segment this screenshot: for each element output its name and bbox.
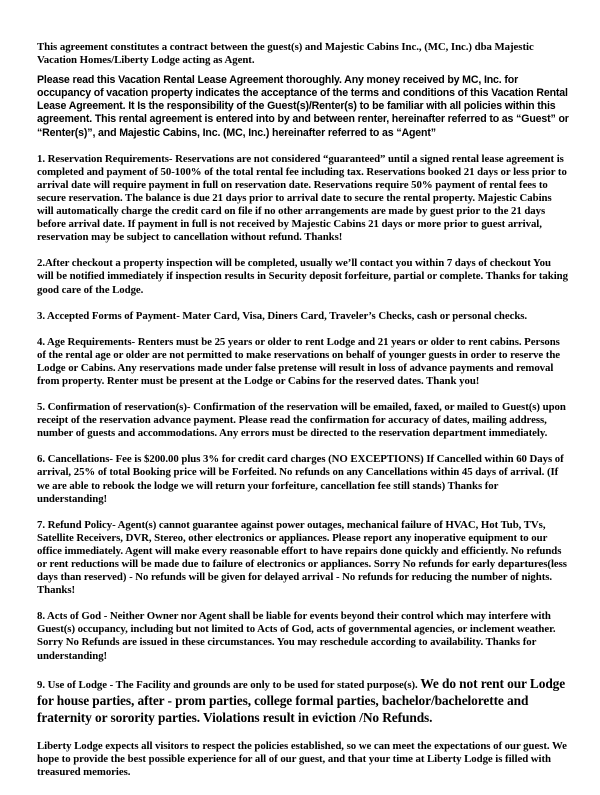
clause-use-of-lodge xyxy=(37,676,570,728)
clause-acts-of-god: 8. Acts of God - Neither Owner nor Agent shall be liable for events beyond their control which may interfere with Guest(s) occupancy, including but not limited to Acts of God, acts of governmental agencies, or inclement weather. Sorry No Refunds are issued in these circumstances. You may reschedule according to availability. Thanks for understanding! xyxy=(37,610,556,662)
preamble-paragraph: Please read this Vacation Rental Lease Agreement thoroughly. Any money received by MC, Inc. for occupancy of vacation property indicates the acceptance of the terms and conditions of this Vacation Rental Lease Agreement. It Is the responsibility of the Guest(s)/Renter(s) to be familiar with all policies within this agreement. This rental agreement is entered into by and between renter, hereinafter referred to as “Guest” or “Renter(s)”, and Majestic Cabins, Inc. (MC, Inc.) hereinafter referred to as “Agent” xyxy=(37,74,569,139)
clause-cancellations: 6. Cancellations- Fee is $200.00 plus 3% for credit card charges (NO EXCEPTIONS) If Cancelled within 60 Days of arrival, 25% of total Booking price will be Forfeited. No refunds on any Cancellations within 45 days of arrival. (If we are able to rebook the lodge we will return your forfeiture, cancellation fee still stands) Thanks for understanding! xyxy=(37,453,564,505)
use-of-lodge-emphasis: We do not rent our Lodge for house parties, after - prom parties, college formal parties, bachelor/bachelorette and fraternity or sorority parties. Violations result in eviction /No Refunds. xyxy=(37,675,566,726)
clause-reservation-requirements: 1. Reservation Requirements- Reservations are not considered “guaranteed” until a signed rental lease agreement is completed and payment of 50-100% of the total rental fee including tax. Reservations booked 21 days or less prior to arrival date will require payment in full on reservation date. Reservations require 50% payment of rental fees to secure reservation. The balance is due 21 days prior to arrival date to secure the rental property. Majestic Cabins will automatically charge the credit card on file if no other arrangements are made by guest prior to the 21 days before arrival date. If payment in full is not received by Majestic Cabins 21 days or more prior to guest arrival, reservation may be subject to cancellation without refund. Thanks! xyxy=(37,152,567,244)
clause-age-requirements: 4. Age Requirements- Renters must be 25 years or older to rent Lodge and 21 years or older to rent cabins. Persons of the rental age or older are not permitted to make reservations on behalf of younger guests in order to reserve the Lodge or Cabins. Any reservations made under false pretense will result in loss of advance payments and removal from property. Renter must be present at the Lodge or Cabins for the reserved dates. Thank you! xyxy=(37,335,561,387)
intro-paragraph: This agreement constitutes a contract between the guest(s) and Majestic Cabins Inc., (MC, Inc.) dba Majestic Vacation Homes/Liberty Lodge acting as Agent. xyxy=(37,41,534,67)
clause-payment-forms: 3. Accepted Forms of Payment- Mater Card, Visa, Diners Card, Traveler’s Checks, cash or personal checks. xyxy=(37,309,528,322)
rental-agreement-document xyxy=(37,41,570,779)
clause-checkout-inspection: 2.After checkout a property inspection will be completed, usually we’ll contact you within 7 days of checkout You will be notified immediately if inspection results in Security deposit forfeiture, partial or complete. Thanks for taking good care of the Lodge. xyxy=(37,257,568,296)
clause-refund-policy: 7. Refund Policy- Agent(s) cannot guarantee against power outages, mechanical failure of HVAC, Hot Tub, TVs, Satellite Receivers, DVR, Stereo, other electronics or appliances. Please report any inoperative equipment to our office immediately. Agent will make every reasonable effort to have repairs done quickly and efficiently. No refunds or rent reductions will be made due to failure of electronics or appliances. Sorry No refunds for early departures(less days than reserved) - No refunds will be given for delayed arrival - No refunds for reducing the number of nights. Thanks! xyxy=(37,518,567,597)
closing-paragraph: Liberty Lodge expects all visitors to respect the policies established, so we can meet the expectations of our guest. We hope to provide the best possible experience for all of our guest, and that your time at Liberty Lodge is filled with treasured memories. xyxy=(37,739,567,779)
clause-confirmation: 5. Confirmation of reservation(s)- Confirmation of the reservation will be emailed, faxed, or mailed to Guest(s) upon receipt of the reservation advance payment. Please read the confirmation for accuracy of dates, mailing address, number of guests and accommodations. Any errors must be directed to the reservation department immediately. xyxy=(37,401,566,440)
use-of-lodge-lead: 9. Use of Lodge - The Facility and grounds are only to be used for stated purpose(s). xyxy=(37,678,418,691)
